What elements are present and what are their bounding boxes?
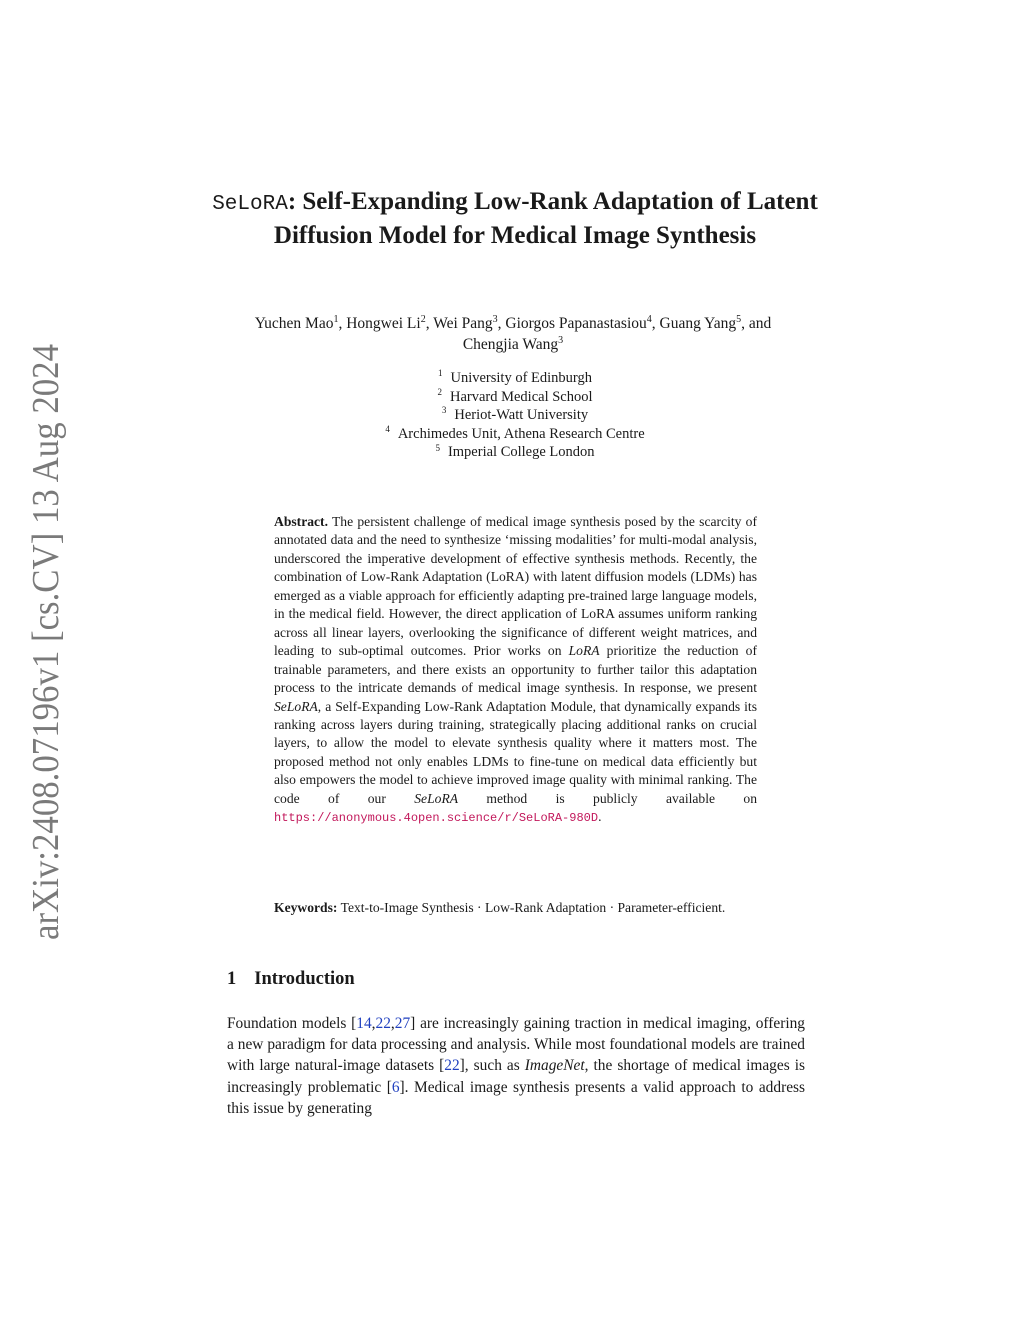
affiliation-name: Imperial College London — [447, 444, 595, 461]
affiliation-name: University of Edinburgh — [450, 370, 592, 386]
author-name: Wei Pang — [433, 315, 493, 332]
affiliation-number: 4 — [385, 423, 390, 434]
body-text: , — [371, 1015, 376, 1032]
arxiv-stamp — [26, 344, 70, 940]
affiliation-number: 1 — [438, 368, 443, 379]
authors-connector: and — [748, 315, 772, 332]
affiliation-item — [300, 425, 730, 444]
abstract-text: prioritize the reduction of trainable parameters, and there exists an opportunity to further tailor this adaptation process to the intricate demands of medical image synthesis. In response, we present — [274, 643, 757, 696]
abstract-emphasis: SeLoRA — [414, 790, 459, 806]
author-affiliation-mark: 1 — [333, 313, 339, 325]
affiliation-item — [300, 388, 730, 407]
section-title: Introduction — [254, 969, 355, 989]
body-text: Foundation models [ — [227, 1015, 357, 1032]
author-list: Yuchen Mao$^1$, Hongwei Li$^2$, Wei Pang$^3$, Giorgos Papanastasiou$^4$, Guang Yang$^5$, and Chengjia Wang$^3$ — [254, 313, 772, 353]
citation-link[interactable]: 14 — [356, 1015, 372, 1032]
affiliation-name: Archimedes Unit, Athena Research Centre — [397, 425, 645, 442]
affiliation-item — [300, 369, 730, 388]
abstract-text: , a Self-Expanding Low-Rank Adaptation Module, that dynamically expands its ranking across layers during training, strategically placing additional ranks on crucial layers, to allow the model to elevate synthesis quality where it matters most. The proposed method not only enables LDMs to fine-tune on medical data efficiently but also empowers the model to achieve improved image quality with minimal ranking. The code of our — [274, 698, 757, 806]
citation-link[interactable]: 22 — [375, 1015, 391, 1032]
section-heading — [227, 969, 355, 990]
affiliation-name: Harvard Medical School — [449, 388, 593, 405]
citation-link[interactable]: 6 — [391, 1078, 400, 1096]
body-text: ], such as — [459, 1057, 525, 1075]
affiliation-number: 2 — [437, 386, 442, 397]
title-rest: : Self-Expanding Low-Rank Adaptation of Latent Diffusion Model for Medical Image Synthesis — [273, 188, 818, 249]
citation-link[interactable]: 27 — [394, 1015, 411, 1032]
abstract — [274, 513, 757, 828]
author-affiliation-mark: 3 — [558, 334, 564, 346]
author-affiliation-mark: 3 — [492, 313, 498, 325]
keywords — [274, 899, 771, 917]
body-text: ]. Medical image synthesis presents a valid approach to address this issue by generating — [227, 1078, 805, 1117]
body-text: ] are increasingly gaining traction in medical imaging, offering a new paradigm for data processing and analysis. While most foundational models are trained with large natural-image datasets [ — [227, 1015, 805, 1075]
arxiv-id: arXiv:2408.07196v1 [cs.CV] 13 Aug 2024 — [26, 344, 67, 940]
abstract-text: method is publicly available on — [458, 790, 757, 806]
arxiv-stamp-svg — [26, 344, 70, 940]
keywords-label: Keywords: — [274, 900, 338, 915]
author-name: Hongwei Li — [346, 315, 421, 332]
affiliation-number: 3 — [441, 405, 447, 416]
abstract-text: . — [598, 809, 602, 825]
affiliation-item — [300, 406, 730, 425]
author-affiliation-mark: 5 — [736, 313, 742, 325]
affiliation-list — [300, 369, 730, 462]
author-name: Guang Yang — [659, 315, 737, 332]
abstract-text: The persistent challenge of medical image synthesis posed by the scarcity of annotated data and the need to synthesize ‘missing modalities’ for multi-modal analysis, underscored the imperative development of effective synthesis methods. Recently, the combination of Low-Rank Adaptation (LoRA) with latent diffusion models (LDMs) has emerged as a viable approach for efficiently adapting pre-trained large language models, in the medical field. However, the direct application of LoRA assumes uniform ranking across all linear layers, overlooking the significance of different weight matrices, and leading to sub-optimal outcomes. Prior works on — [274, 514, 757, 659]
paper-title — [200, 186, 830, 251]
keywords-text: Text-to-Image Synthesis · Low-Rank Adaptation · Parameter-efficient. — [340, 900, 726, 915]
section-number: 1 — [227, 969, 237, 989]
affiliation-item — [300, 443, 730, 462]
author-name: Chengjia Wang — [462, 336, 559, 353]
abstract-label: Abstract. — [274, 514, 328, 529]
intro-paragraph — [227, 1013, 805, 1119]
body-text: , the shortage of medical images is increasingly problematic [ — [227, 1057, 805, 1096]
body-text: , — [390, 1015, 395, 1032]
abstract-emphasis: SeLoRA — [274, 698, 318, 714]
body-emphasis: ImageNet — [524, 1057, 585, 1075]
code-repository-link[interactable]: https://anonymous.4open.science/r/SeLoRA-980D — [274, 811, 599, 826]
abstract-emphasis: LoRA — [568, 643, 600, 659]
affiliation-number: 5 — [435, 442, 440, 453]
affiliation-name: Heriot-Watt University — [454, 407, 589, 424]
title-system-name: SeLoRA — [212, 193, 288, 216]
author-affiliation-mark: 2 — [420, 313, 426, 325]
author-name: Giorgos Papanastasiou — [505, 315, 647, 332]
citation-link[interactable]: 22 — [444, 1057, 460, 1075]
author-affiliation-mark: 4 — [646, 313, 652, 325]
author-name: Yuchen Mao — [254, 315, 334, 332]
